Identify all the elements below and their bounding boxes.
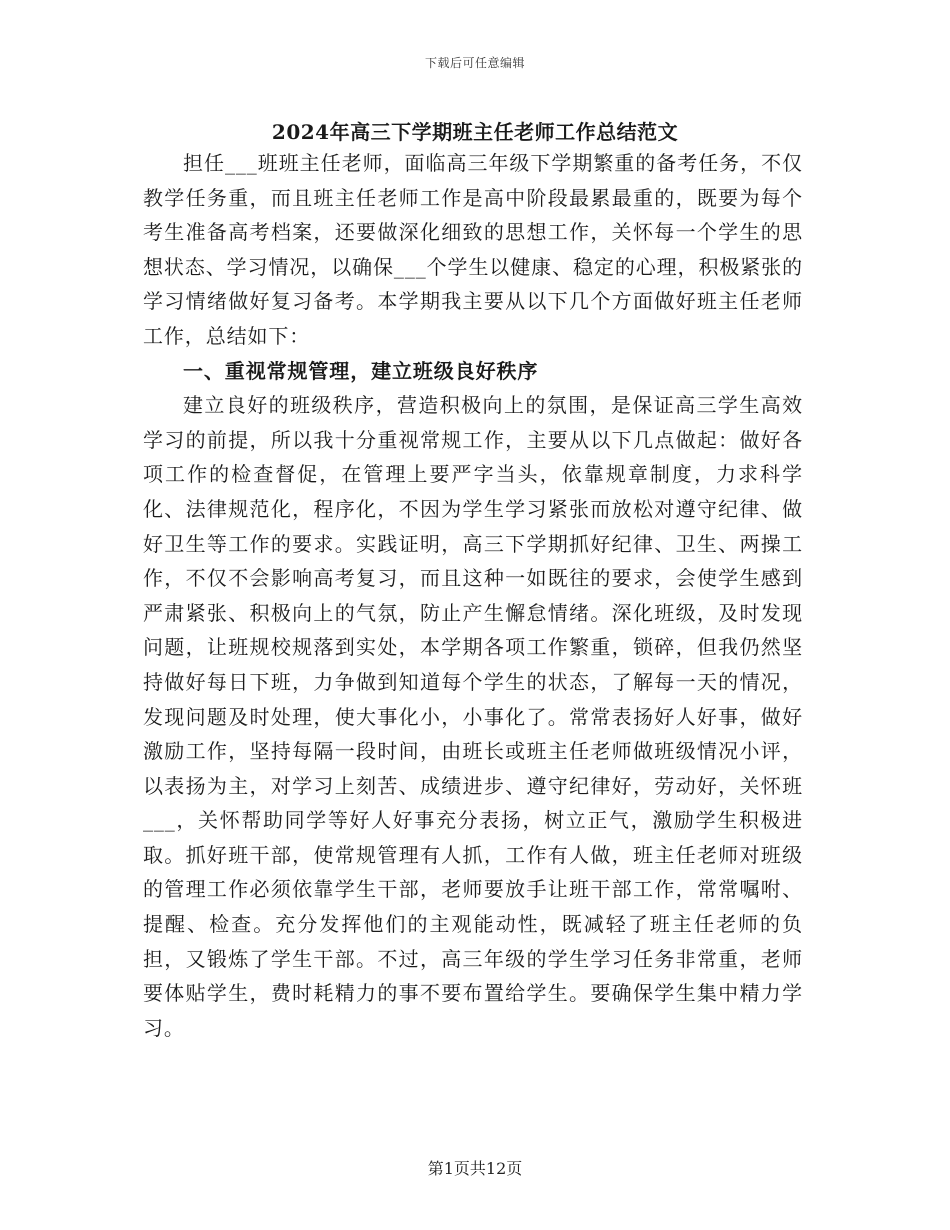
section-paragraph: 建立良好的班级秩序，营造积极向上的氛围，是保证高三学生高效学习的前提，所以我十分重视常规工作，主要从以下几点做起：做好各项工作的检查督促，在管理上要严字当头，依靠规章制度，力求科学化、法律规范化，程序化，不因为学生学习紧张而放松对遵守纪律、做好卫生等工作的要求。实践证明，高三下学期抓好纪律、卫生、两操工作，不仅不会影响高考复习，而且这种一如既往的要求，会使学生感到严肃紧张、积极向上的气氛，防止产生懈怠情绪。深化班级，及时发现问题，让班规校规落到实处，本学期各项工作繁重，锁碎，但我仍然坚持做好每日下班，力争做到知道每个学生的状态，了解每一天的情况，发现问题及时处理，使大事化小，小事化了。常常表扬好人好事，做好激励工作，坚持每隔一段时间，由班长或班主任老师做班级情况小评，以表扬为主，对学习上刻苦、成绩进步、遵守纪律好，劳动好，关怀班___，关怀帮助同学等好人好事充分表扬，树立正气，激励学生积极进取。抓好班干部，使常规管理有人抓，工作有人做，班主任老师对班级的管理工作必须依靠学生干部，老师要放手让班干部工作，常常嘱咐、提醒、检查。充分发挥他们的主观能动性，既减轻了班主任老师的负担，又锻炼了学生干部。不过，高三年级的学生学习任务非常重，老师要体贴学生，费时耗精力的事不要布置给学生。要确保学生集中精力学习。 xyxy=(143,393,803,1040)
document-body xyxy=(143,146,803,1045)
intro-paragraph: 担任___班班主任老师，面临高三年级下学期繁重的备考任务，不仅教学任务重，而且班主任老师工作是高中阶段最累最重的，既要为每个考生准备高考档案，还要做深化细致的思想工作，关怀每一个学生的思想状态、学习情况，以确保___个学生以健康、稳定的心理，积极紧张的学习情绪做好复习备考。本学期我主要从以下几个方面做好班主任老师工作，总结如下： xyxy=(143,151,803,348)
page-header-note: 下载后可任意编辑 xyxy=(424,56,525,70)
document-title: 2024年高三下学期班主任老师工作总结范文 xyxy=(271,120,679,144)
section-heading: 一、重视常规管理，建立班级良好秩序 xyxy=(183,358,539,383)
page-number: 第1页共12页 xyxy=(427,1159,523,1178)
